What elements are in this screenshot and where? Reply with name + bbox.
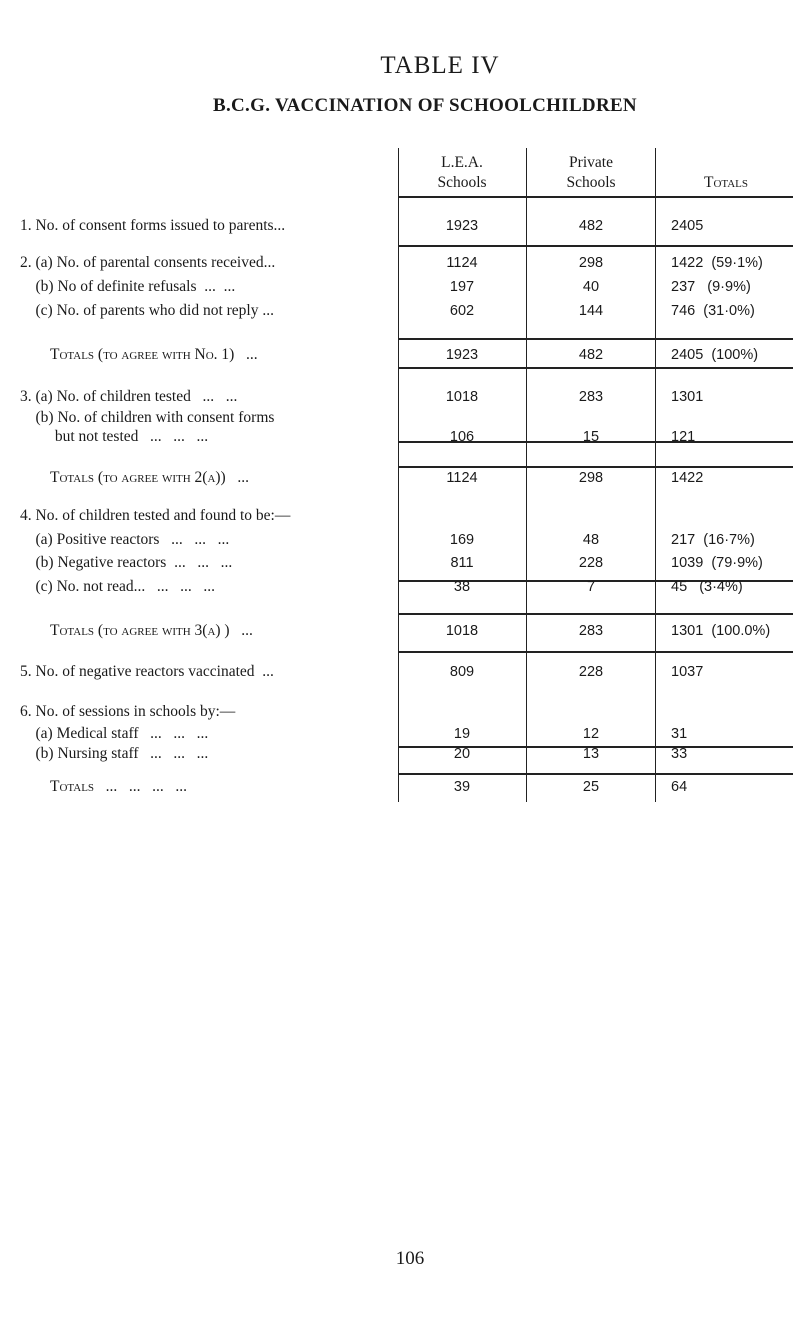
row-label-totals: Totals (to agree with 3(a) ) ...	[50, 622, 253, 639]
row-label: 4. No. of children tested and found to be:—	[20, 507, 291, 524]
row-label: 5. No. of negative reactors vaccinated ...	[20, 663, 274, 680]
table-subtitle: B.C.G. VACCINATION OF SCHOOLCHILDREN	[213, 95, 637, 116]
row-label: but not tested ... ... ...	[20, 428, 209, 445]
cell-total: 1037	[671, 664, 704, 680]
row-label: 1. No. of consent forms issued to parents...	[20, 217, 286, 234]
cell-total: 237 (9·9%)	[671, 279, 751, 295]
cell-lea: 38	[453, 579, 471, 595]
cell-private: 228	[578, 664, 604, 680]
cell-total: 1039 (79·9%)	[671, 555, 763, 571]
cell-total: 121	[671, 429, 696, 445]
row-label: (c) No. of parents who did not reply ...	[20, 302, 274, 319]
cell-total: 1422 (59·1%)	[671, 255, 763, 271]
row-label: 6. No. of sessions in schools by:—	[20, 703, 236, 720]
cell-total: 33	[671, 746, 688, 762]
row-label: (b) Negative reactors ... ... ...	[20, 554, 233, 571]
row-divider	[398, 466, 793, 468]
cell-total: 217 (16·7%)	[671, 532, 755, 548]
cell-private: 283	[578, 623, 604, 639]
cell-private: 482	[578, 218, 604, 234]
cell-total: 1422	[671, 470, 704, 486]
header-lea-line2: Schools	[437, 174, 487, 191]
row-divider	[398, 196, 793, 198]
cell-lea: 197	[449, 279, 475, 295]
cell-private: 298	[578, 470, 604, 486]
cell-private: 144	[578, 303, 604, 319]
row-label: (c) No. not read... ... ... ...	[20, 578, 215, 595]
cell-total: 31	[671, 726, 688, 742]
header-private-line2: Schools	[566, 174, 616, 191]
header-totals: Totals	[703, 174, 749, 191]
row-label-totals: Totals ... ... ... ...	[50, 778, 188, 795]
page-number: 106	[395, 1248, 425, 1269]
row-divider	[398, 773, 793, 775]
cell-total: 45 (3·4%)	[671, 579, 743, 595]
cell-lea: 1124	[446, 470, 478, 486]
row-label: (a) Positive reactors ... ... ...	[20, 531, 230, 548]
row-label: (b) Nursing staff ... ... ...	[20, 745, 209, 762]
row-divider	[398, 613, 793, 615]
header-private-schools	[527, 153, 655, 193]
cell-private: 15	[582, 429, 600, 445]
cell-lea: 1124	[446, 255, 478, 271]
cell-private: 298	[578, 255, 604, 271]
row-divider	[398, 367, 793, 369]
row-divider	[398, 245, 793, 247]
row-label: 3. (a) No. of children tested ... ...	[20, 388, 238, 405]
cell-lea: 602	[449, 303, 475, 319]
cell-total: 2405	[671, 218, 704, 234]
cell-lea: 39	[453, 779, 471, 795]
cell-lea: 1923	[445, 218, 479, 234]
cell-private: 48	[582, 532, 600, 548]
cell-lea: 811	[450, 555, 474, 571]
cell-lea: 106	[449, 429, 475, 445]
cell-lea: 1018	[445, 623, 479, 639]
cell-total: 1301	[671, 389, 704, 405]
cell-private: 12	[582, 726, 600, 742]
cell-private: 25	[582, 779, 600, 795]
cell-lea: 169	[449, 532, 475, 548]
cell-private: 283	[578, 389, 604, 405]
cell-total: 2405 (100%)	[671, 347, 759, 363]
cell-total: 64	[671, 779, 688, 795]
row-label-totals: Totals (to agree with No. 1) ...	[50, 346, 258, 363]
header-lea-line1: L.E.A.	[441, 154, 483, 171]
cell-private: 40	[582, 279, 600, 295]
cell-lea: 20	[453, 746, 471, 762]
cell-private: 228	[578, 555, 604, 571]
row-label: (b) No. of children with consent forms	[20, 409, 275, 426]
row-label: (a) Medical staff ... ... ...	[20, 725, 209, 742]
header-private-line1: Private	[569, 154, 613, 171]
header-lea-schools	[398, 153, 526, 193]
row-divider	[398, 651, 793, 653]
row-label-totals: Totals (to agree with 2(a)) ...	[50, 469, 249, 486]
row-label: (b) No of definite refusals ... ...	[20, 278, 236, 295]
row-divider	[398, 338, 793, 340]
cell-lea: 809	[449, 664, 475, 680]
cell-lea: 1018	[445, 389, 479, 405]
cell-private: 7	[586, 579, 596, 595]
table-title: TABLE IV	[380, 52, 500, 79]
cell-private: 13	[582, 746, 600, 762]
row-label: 2. (a) No. of parental consents received...	[20, 254, 276, 271]
cell-total: 1301 (100.0%)	[671, 623, 771, 639]
cell-private: 482	[578, 347, 604, 363]
cell-lea: 19	[453, 726, 471, 742]
cell-lea: 1923	[445, 347, 479, 363]
cell-total: 746 (31·0%)	[671, 303, 755, 319]
